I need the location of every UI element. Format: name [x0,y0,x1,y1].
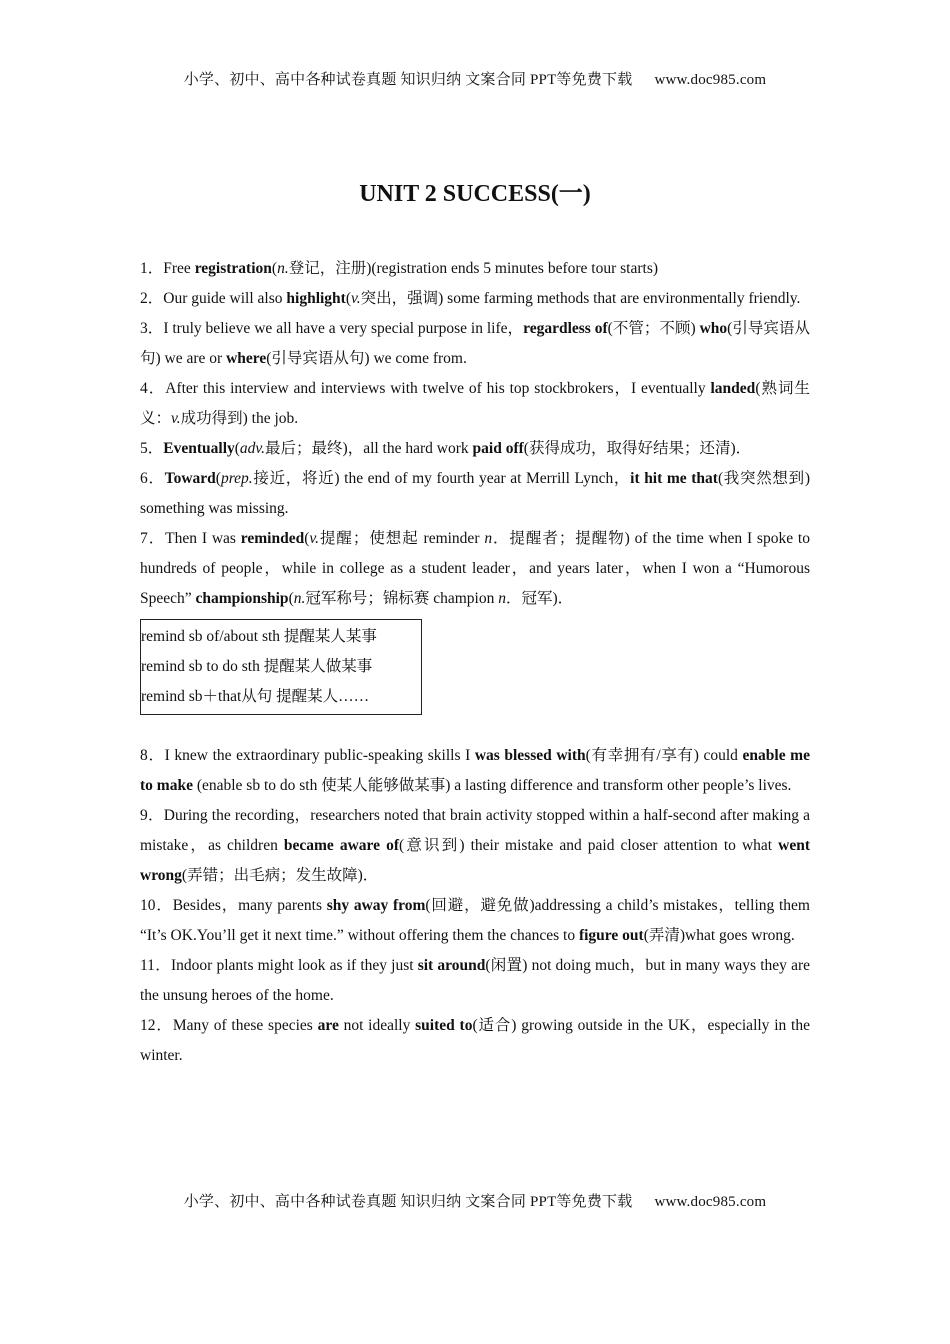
list-item: 1．Free registration(n.登记，注册)(registration ends 5 minutes before tour starts) [140,260,659,277]
footer-url[interactable]: www.doc985.com [654,1194,767,1210]
box-line: remind sb to do sth 提醒某人做某事 [141,658,373,675]
page-footer [0,1190,950,1211]
page-header [0,68,950,89]
remind-usage-box [140,619,422,715]
page-title: UNIT 2 SUCCESS(一) [359,181,591,207]
list-item: 11．Indoor plants might look as if they just sit around(闲置) not doing much，but in many ways they are the unsung heroes of the home. [140,957,810,1004]
box-line: remind sb of/about sth 提醒某人某事 [141,628,377,645]
header-url[interactable]: www.doc985.com [654,72,767,88]
list-item: 3．I truly believe we all have a very special purpose in life，regardless of(不管；不顾) who(引导宾语从句) we are or where(引导宾语从句) we come from. [140,320,810,367]
header-text: 小学、初中、高中各种试卷真题 知识归纳 文案合同 PPT等免费下载 [183,72,633,88]
list-item: 12．Many of these species are not ideally suited to(适合) growing outside in the UK，especially in the winter. [140,1017,810,1064]
list-item: 8．I knew the extraordinary public-speaking skills I was blessed with(有幸拥有/享有) could enable me to make (enable sb to do sth 使某人能够做某事) a lasting difference and transform other people’s lives. [140,747,810,794]
footer-text: 小学、初中、高中各种试卷真题 知识归纳 文案合同 PPT等免费下载 [183,1194,633,1210]
list-item: 7．Then I was reminded(v.提醒；使想起 reminder n．提醒者；提醒物) of the time when I spoke to hundreds of people，while in college as a student leader，and years later，when I won a “Humorous Speech” championship(n.冠军称号；锦标赛 champion n．冠军)． [140,530,810,607]
list-item: 9．During the recording，researchers noted that brain activity stopped within a half-second after making a mistake，as children became aware of(意识到) their mistake and paid closer attention to what went wrong(弄错；出毛病；发生故障)． [140,807,810,884]
list-item: 2．Our guide will also highlight(v.突出，强调) some farming methods that are environmentally friendly. [140,290,801,307]
vocab-list [140,254,810,1071]
list-item: 6．Toward(prep.接近，将近) the end of my fourth year at Merrill Lynch，it hit me that(我突然想到) something was missing. [140,470,810,517]
list-item: 5．Eventually(adv.最后；最终)，all the hard work paid off(获得成功，取得好结果；还清)． [140,440,752,457]
list-item: 4．After this interview and interviews with twelve of his top stockbrokers，I eventually landed(熟词生义：v.成功得到) the job. [140,380,810,427]
box-line: remind sb＋that从句 提醒某人…… [141,688,370,705]
list-item: 10．Besides，many parents shy away from(回避，避免做)addressing a child’s mistakes，telling them “It’s OK.You’ll get it next time.” without offering them the chances to figure out(弄清)what goes wrong. [140,897,810,944]
